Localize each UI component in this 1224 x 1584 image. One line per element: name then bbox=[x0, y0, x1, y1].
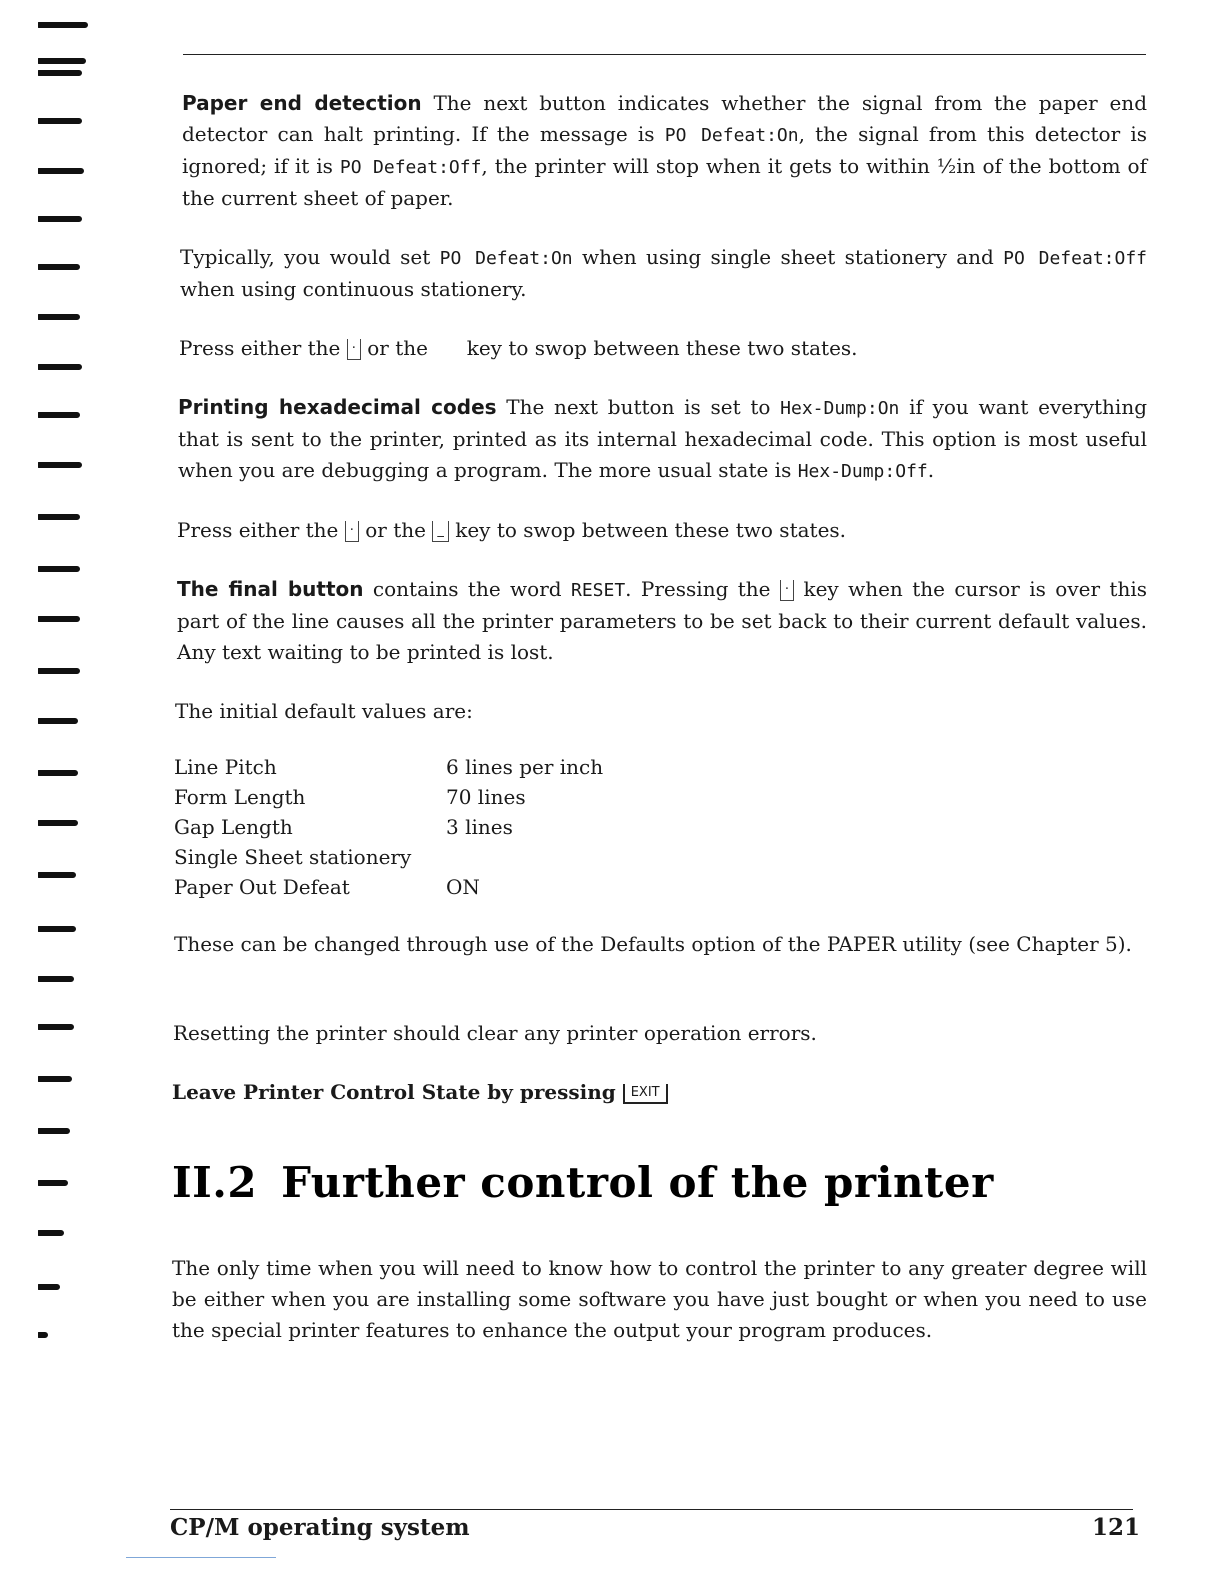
hex-text-2: if you want everything that is sent to the printer, printed as its internal hexadecimal code. This option is most useful when you are debugging a program. The more usual state is bbox=[178, 395, 1147, 482]
press1-text-2: or the bbox=[360, 336, 435, 360]
exit-key-cap: EXIT bbox=[623, 1084, 668, 1104]
footer-title: CP/M operating system bbox=[170, 1514, 470, 1541]
edge-mark bbox=[38, 1332, 48, 1338]
typically-paragraph bbox=[172, 242, 1147, 305]
edge-mark bbox=[38, 872, 76, 878]
default-value: 3 lines bbox=[446, 815, 513, 839]
edge-mark bbox=[38, 1076, 72, 1082]
press2-text-1: Press either the bbox=[177, 518, 345, 542]
defaults-table bbox=[174, 755, 603, 905]
page-number: 121 bbox=[1092, 1514, 1141, 1541]
edge-mark bbox=[38, 168, 84, 174]
po-defeat-off-code: PO Defeat:Off bbox=[339, 157, 482, 178]
page-body bbox=[172, 88, 1147, 1346]
default-value: 70 lines bbox=[446, 785, 526, 809]
hex-dump-on-code: Hex-Dump:On bbox=[780, 398, 900, 419]
default-value: ON bbox=[446, 875, 480, 899]
table-row bbox=[174, 845, 603, 875]
edge-mark bbox=[38, 926, 76, 932]
scan-artifact-line bbox=[126, 1557, 276, 1558]
edge-mark bbox=[38, 1284, 60, 1290]
hex-text-1: The next button is set to bbox=[496, 395, 781, 419]
press1-text-1: Press either the bbox=[179, 336, 347, 360]
further-control-paragraph: The only time when you will need to know how to control the printer to any greater degree will be either when you are installing some software you have just bought or when you need to use the special printer features to enhance the output your program produces. bbox=[172, 1256, 1147, 1342]
edge-mark bbox=[38, 1024, 74, 1030]
section-number: II.2 bbox=[172, 1158, 258, 1207]
key-cap: · bbox=[347, 339, 361, 360]
default-name: Form Length bbox=[174, 785, 306, 809]
edge-mark bbox=[38, 718, 78, 724]
typically-text-1: Typically, you would set bbox=[180, 245, 440, 269]
default-name: Line Pitch bbox=[174, 755, 277, 779]
key-cap: _ bbox=[432, 521, 449, 542]
hex-dump-paragraph bbox=[172, 392, 1147, 487]
edge-mark bbox=[38, 314, 80, 320]
default-value bbox=[446, 845, 603, 875]
reset-code: RESET bbox=[570, 580, 626, 601]
section-title: Further control of the printer bbox=[281, 1158, 994, 1207]
edge-mark bbox=[38, 668, 80, 674]
binding-edge-marks bbox=[38, 0, 98, 1584]
key-cap: · bbox=[780, 580, 794, 601]
resetting-note: Resetting the printer should clear any printer operation errors. bbox=[173, 1021, 817, 1045]
default-value: 6 lines per inch bbox=[446, 755, 604, 779]
default-name: Gap Length bbox=[174, 815, 293, 839]
table-row bbox=[174, 815, 603, 845]
final-button-paragraph bbox=[172, 574, 1147, 668]
hex-text-3: . bbox=[927, 458, 935, 482]
default-name: Paper Out Defeat bbox=[174, 875, 350, 899]
edge-mark bbox=[38, 70, 82, 76]
table-row bbox=[174, 755, 603, 785]
leave-printer-control-line bbox=[172, 1077, 1147, 1108]
press-swop-paragraph-1 bbox=[172, 333, 1147, 364]
edge-mark bbox=[38, 22, 88, 28]
final-button-heading: The final button bbox=[177, 577, 364, 601]
edge-mark bbox=[38, 412, 80, 418]
press2-text-2: or the bbox=[358, 518, 433, 542]
table-row bbox=[174, 785, 603, 815]
edge-mark bbox=[38, 264, 80, 270]
paper-end-text-1: The next button indicates whether the signal from the paper end detector can halt printing. If the message is bbox=[182, 91, 1147, 146]
top-rule bbox=[183, 54, 1146, 55]
default-name: Single Sheet stationery bbox=[174, 845, 412, 869]
press1-text-3: key to swop between these two states. bbox=[460, 336, 858, 360]
edge-mark bbox=[38, 1180, 68, 1186]
edge-mark bbox=[38, 820, 78, 826]
press2-text-3: key to swop between these two states. bbox=[448, 518, 847, 542]
edge-mark bbox=[38, 462, 82, 468]
final-text-2: . Pressing the bbox=[625, 577, 780, 601]
po-defeat-on-code: PO Defeat:On bbox=[439, 248, 573, 269]
edge-mark bbox=[38, 216, 82, 222]
edge-mark bbox=[38, 1230, 64, 1236]
po-defeat-off-code: PO Defeat:Off bbox=[1003, 248, 1147, 269]
initial-defaults-intro: The initial default values are: bbox=[175, 699, 473, 723]
typically-text-3: when using continuous stationery. bbox=[180, 277, 527, 301]
defaults-change-note: These can be changed through use of the Defaults option of the PAPER utility (see Chapter 5). bbox=[174, 932, 1132, 956]
paper-end-heading: Paper end detection bbox=[182, 91, 422, 115]
edge-mark bbox=[38, 514, 80, 520]
press-swop-paragraph-2 bbox=[172, 515, 1147, 546]
key-cap: · bbox=[345, 521, 359, 542]
leave-text: Leave Printer Control State by pressing bbox=[172, 1080, 623, 1104]
edge-mark bbox=[38, 976, 74, 982]
edge-mark bbox=[38, 1128, 70, 1134]
edge-mark bbox=[38, 118, 82, 124]
table-row bbox=[174, 875, 603, 905]
edge-mark bbox=[38, 364, 82, 370]
po-defeat-on-code: PO Defeat:On bbox=[664, 125, 799, 146]
final-text-3: key when the cursor is over this part of the line causes all the printer parameters to be set back to their current default values. Any text waiting to be printed is lost. bbox=[177, 577, 1147, 664]
edge-mark bbox=[38, 616, 80, 622]
hex-dump-heading: Printing hexadecimal codes bbox=[178, 395, 497, 419]
section-heading bbox=[172, 1158, 1147, 1207]
typically-text-2: when using single sheet stationery and bbox=[572, 245, 1004, 269]
edge-mark bbox=[38, 58, 86, 64]
footer-rule bbox=[170, 1509, 1133, 1510]
edge-mark bbox=[38, 770, 78, 776]
hex-dump-off-code: Hex-Dump:Off bbox=[797, 461, 928, 482]
paper-end-text-2: , the signal from this detector is ignored; if it is bbox=[182, 122, 1148, 178]
final-text-1: contains the word bbox=[363, 577, 571, 601]
paper-end-paragraph bbox=[172, 88, 1147, 214]
paper-end-text-3: , the printer will stop when it gets to within ½in of the bottom of the current sheet of paper. bbox=[182, 154, 1147, 210]
edge-mark bbox=[38, 566, 80, 572]
